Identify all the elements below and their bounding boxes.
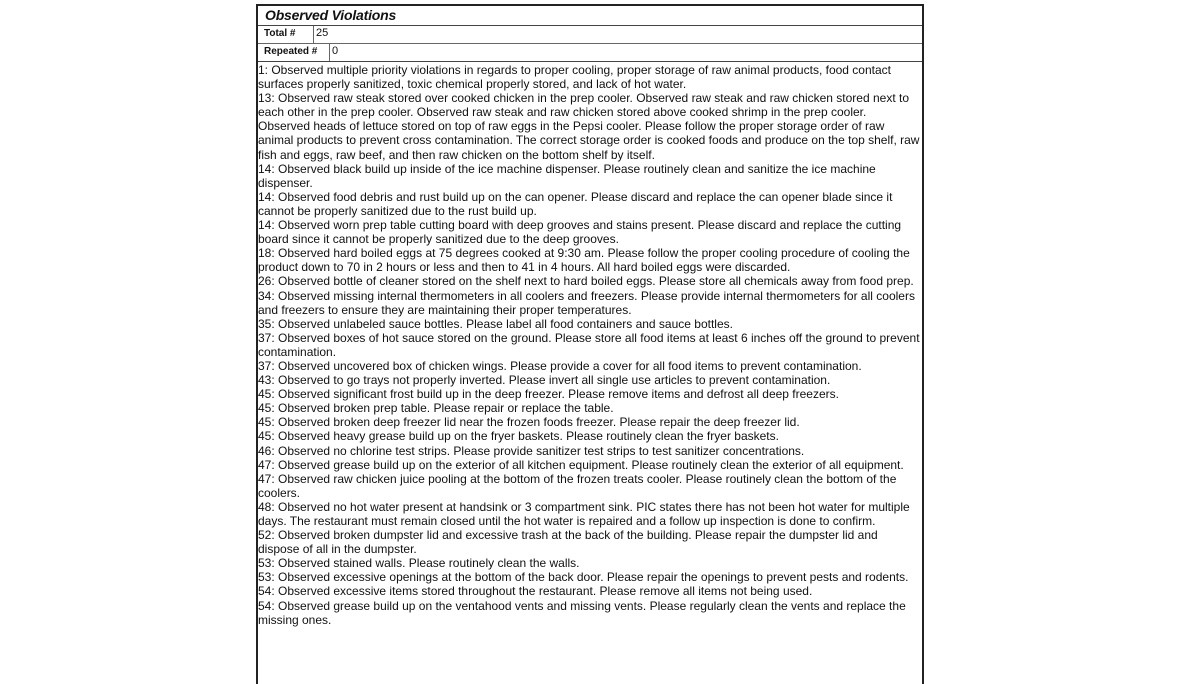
section-title: Observed Violations <box>258 6 922 26</box>
repeated-value: 0 <box>332 45 339 57</box>
violations-list <box>258 62 922 627</box>
total-row <box>258 26 922 44</box>
violation-item: 48: Observed no hot water present at handsink or 3 compartment sink. PIC states there has not been hot water for multiple days. The restaurant must remain closed until the hot water is repaired and a follow up inspection is done to confirm. <box>258 499 910 528</box>
violation-item: 18: Observed hard boiled eggs at 75 degrees cooked at 9:30 am. Please follow the proper cooling procedure of cooling the product down to 70 in 2 hours or less and then to 41 in 4 hours. All hard boiled eggs were discarded. <box>258 246 910 275</box>
total-value: 25 <box>316 27 329 39</box>
violation-item: 45: Observed broken deep freezer lid near the frozen foods freezer. Please repair the deep freezer lid. <box>258 415 800 430</box>
violation-item: 14: Observed black build up inside of the ice machine dispenser. Please routinely clean and sanitize the ice machine dispenser. <box>258 161 876 190</box>
violation-item: 37: Observed boxes of hot sauce stored on the ground. Please store all food items at least 6 inches off the ground to prevent contamination. <box>258 330 920 359</box>
violation-item: 52: Observed broken dumpster lid and excessive trash at the back of the building. Please repair the dumpster lid and dispose of all in the dumpster. <box>258 528 878 557</box>
violation-item: 14: Observed worn prep table cutting board with deep grooves and stains present. Please discard and replace the cutting board since it cannot be properly sanitized due to the deep grooves. <box>258 218 902 247</box>
violation-item: 35: Observed unlabeled sauce bottles. Please label all food containers and sauce bottles. <box>258 316 733 331</box>
repeated-label: Repeated # <box>258 44 330 61</box>
violation-item: 37: Observed uncovered box of chicken wings. Please provide a cover for all food items to prevent contamination. <box>258 358 862 373</box>
violation-item: 26: Observed bottle of cleaner stored on the shelf next to hard boiled eggs. Please store all chemicals away from food prep. <box>258 274 914 289</box>
violation-item: 53: Observed excessive openings at the bottom of the back door. Please repair the openings to prevent pests and rodents. <box>258 570 909 585</box>
violation-item: 45: Observed significant frost build up in the deep freezer. Please remove items and defrost all deep freezers. <box>258 387 839 402</box>
violation-item: 1: Observed multiple priority violations in regards to proper cooling, proper storage of raw animal products, food contact surfaces properly sanitized, toxic chemical properly stored, and lack of hot water. <box>258 63 891 92</box>
violation-item: 45: Observed heavy grease build up on the fryer baskets. Please routinely clean the fryer baskets. <box>258 429 779 444</box>
violation-item: 47: Observed raw chicken juice pooling at the bottom of the frozen treats cooler. Please routinely clean the bottom of the coolers. <box>258 471 897 500</box>
violation-item: 14: Observed food debris and rust build up on the can opener. Please discard and replace the can opener blade since it cannot be properly sanitized due to the rust build up. <box>258 189 893 218</box>
total-label: Total # <box>258 26 314 43</box>
violation-item: 47: Observed grease build up on the exterior of all kitchen equipment. Please routinely clean the exterior of all equipment. <box>258 457 904 472</box>
violation-item: 54: Observed excessive items stored throughout the restaurant. Please remove all items not being used. <box>258 584 813 599</box>
violation-counts <box>258 26 922 62</box>
violation-item: 54: Observed grease build up on the ventahood vents and missing vents. Please regularly clean the vents and replace the missing ones. <box>258 598 906 627</box>
observed-violations-report <box>256 4 924 684</box>
violation-item: 34: Observed missing internal thermometers in all coolers and freezers. Please provide internal thermometers for all coolers and freezers to ensure they are maintaining their proper temperatures. <box>258 288 915 317</box>
repeated-row <box>258 44 922 61</box>
violation-item: 45: Observed broken prep table. Please repair or replace the table. <box>258 401 614 416</box>
violation-item: 13: Observed raw steak stored over cooked chicken in the prep cooler. Observed raw steak and raw chicken stored next to each other in the prep cooler. Observed raw steak and raw chicken stored above cooked shrimp in the prep cooler. Observed heads of lettuce stored on top of raw eggs in the Pepsi cooler. Please follow the proper storage order of raw animal products to prevent cross contamination. The correct storage order is cooked foods and produce on the top shelf, raw fish and eggs, raw beef, and then raw chicken on the bottom shelf by itself. <box>258 91 920 162</box>
violation-item: 43: Observed to go trays not properly inverted. Please invert all single use articles to prevent contamination. <box>258 373 831 388</box>
violation-item: 46: Observed no chlorine test strips. Please provide sanitizer test strips to test sanitizer concentrations. <box>258 443 805 458</box>
violation-item: 53: Observed stained walls. Please routinely clean the walls. <box>258 556 580 571</box>
